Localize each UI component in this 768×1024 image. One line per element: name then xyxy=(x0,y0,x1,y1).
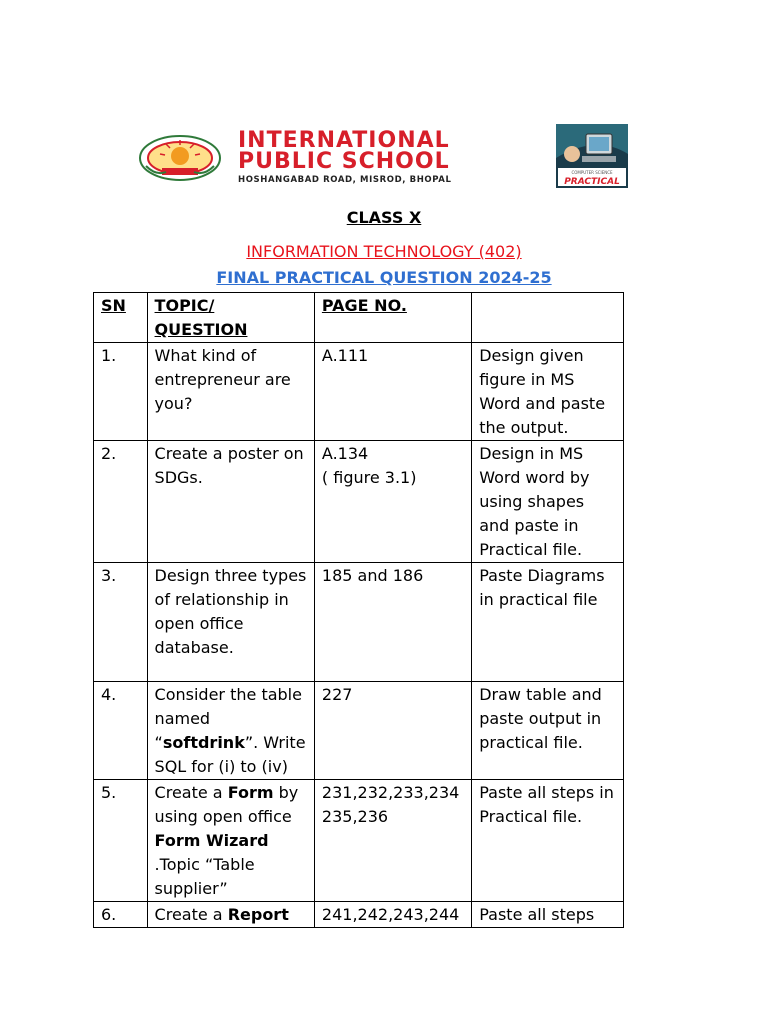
school-name-line2: PUBLIC SCHOOL xyxy=(238,149,450,174)
row-note: Paste Diagrams in practical file xyxy=(472,563,624,682)
topic-bold-term: softdrink xyxy=(162,733,245,752)
class-title: CLASS X xyxy=(346,208,422,227)
school-header xyxy=(128,124,630,188)
topic-text: ”. Write SQL for (i) to (iv) xyxy=(154,733,306,776)
row-page xyxy=(314,780,471,902)
row-page: A.111 xyxy=(314,343,471,441)
table-row xyxy=(94,563,624,682)
row-topic xyxy=(147,780,314,902)
topic-bold-term: Report xyxy=(227,905,289,924)
row-topic: Design three types of relationship in open office database. xyxy=(147,563,314,682)
row-sn: 6. xyxy=(94,902,148,928)
topic-text: by using open office xyxy=(154,783,299,826)
practical-questions-table xyxy=(93,292,624,928)
table-row xyxy=(94,343,624,441)
row-page: 227 xyxy=(314,682,471,780)
header-note xyxy=(472,293,624,343)
row-sn: 3. xyxy=(94,563,148,682)
row-page xyxy=(314,441,471,563)
topic-text: Create a xyxy=(154,783,228,802)
school-seal-logo xyxy=(136,132,224,182)
topic-bold-term: Form xyxy=(227,783,274,802)
topic-text: Create a xyxy=(154,905,228,924)
topic-text: Consider the table named “ xyxy=(154,685,302,752)
school-name xyxy=(238,130,538,172)
topic-text: .Topic “Table supplier” xyxy=(154,855,255,898)
header-sn: SN xyxy=(94,293,148,343)
header-page: PAGE NO. xyxy=(314,293,471,343)
table-header-row xyxy=(94,293,624,343)
row-topic xyxy=(147,902,314,928)
row-note: Design given figure in MS Word and paste the output. xyxy=(472,343,624,441)
row-note: Paste all steps xyxy=(472,902,624,928)
row-note: Design in MS Word word by using shapes and paste in Practical file. xyxy=(472,441,624,563)
row-page-line1: 231,232,233,234 xyxy=(321,783,460,802)
row-note: Paste all steps in Practical file. xyxy=(472,780,624,902)
school-address: HOSHANGABAD ROAD, MISROD, BHOPAL xyxy=(238,175,452,185)
row-page-line1: A.134 xyxy=(321,444,369,463)
row-page-line2: ( figure 3.1) xyxy=(321,468,417,487)
subject-title: INFORMATION TECHNOLOGY (402) xyxy=(246,242,522,261)
table-row xyxy=(94,682,624,780)
header-topic: TOPIC/ QUESTION xyxy=(147,293,314,343)
table-row xyxy=(94,441,624,563)
row-sn: 1. xyxy=(94,343,148,441)
row-sn: 2. xyxy=(94,441,148,563)
row-note: Draw table and paste output in practical file. xyxy=(472,682,624,780)
row-topic: What kind of entrepreneur are you? xyxy=(147,343,314,441)
row-sn: 4. xyxy=(94,682,148,780)
row-topic: Create a poster on SDGs. xyxy=(147,441,314,563)
row-sn: 5. xyxy=(94,780,148,902)
practical-logo-text: PRACTICAL xyxy=(564,177,620,187)
topic-bold-term: Form Wizard xyxy=(154,831,269,850)
row-page-line2: 235,236 xyxy=(321,807,389,826)
table-row xyxy=(94,780,624,902)
table-row xyxy=(94,902,624,928)
final-practical-title: FINAL PRACTICAL QUESTION 2024-25 xyxy=(216,268,552,287)
row-page: 241,242,243,244 xyxy=(314,902,471,928)
practical-logo-subtext: COMPUTER SCIENCE xyxy=(571,170,613,175)
practical-logo xyxy=(556,124,628,188)
row-topic xyxy=(147,682,314,780)
row-page: 185 and 186 xyxy=(314,563,471,682)
school-name-line1: INTERNATIONAL xyxy=(238,128,450,153)
